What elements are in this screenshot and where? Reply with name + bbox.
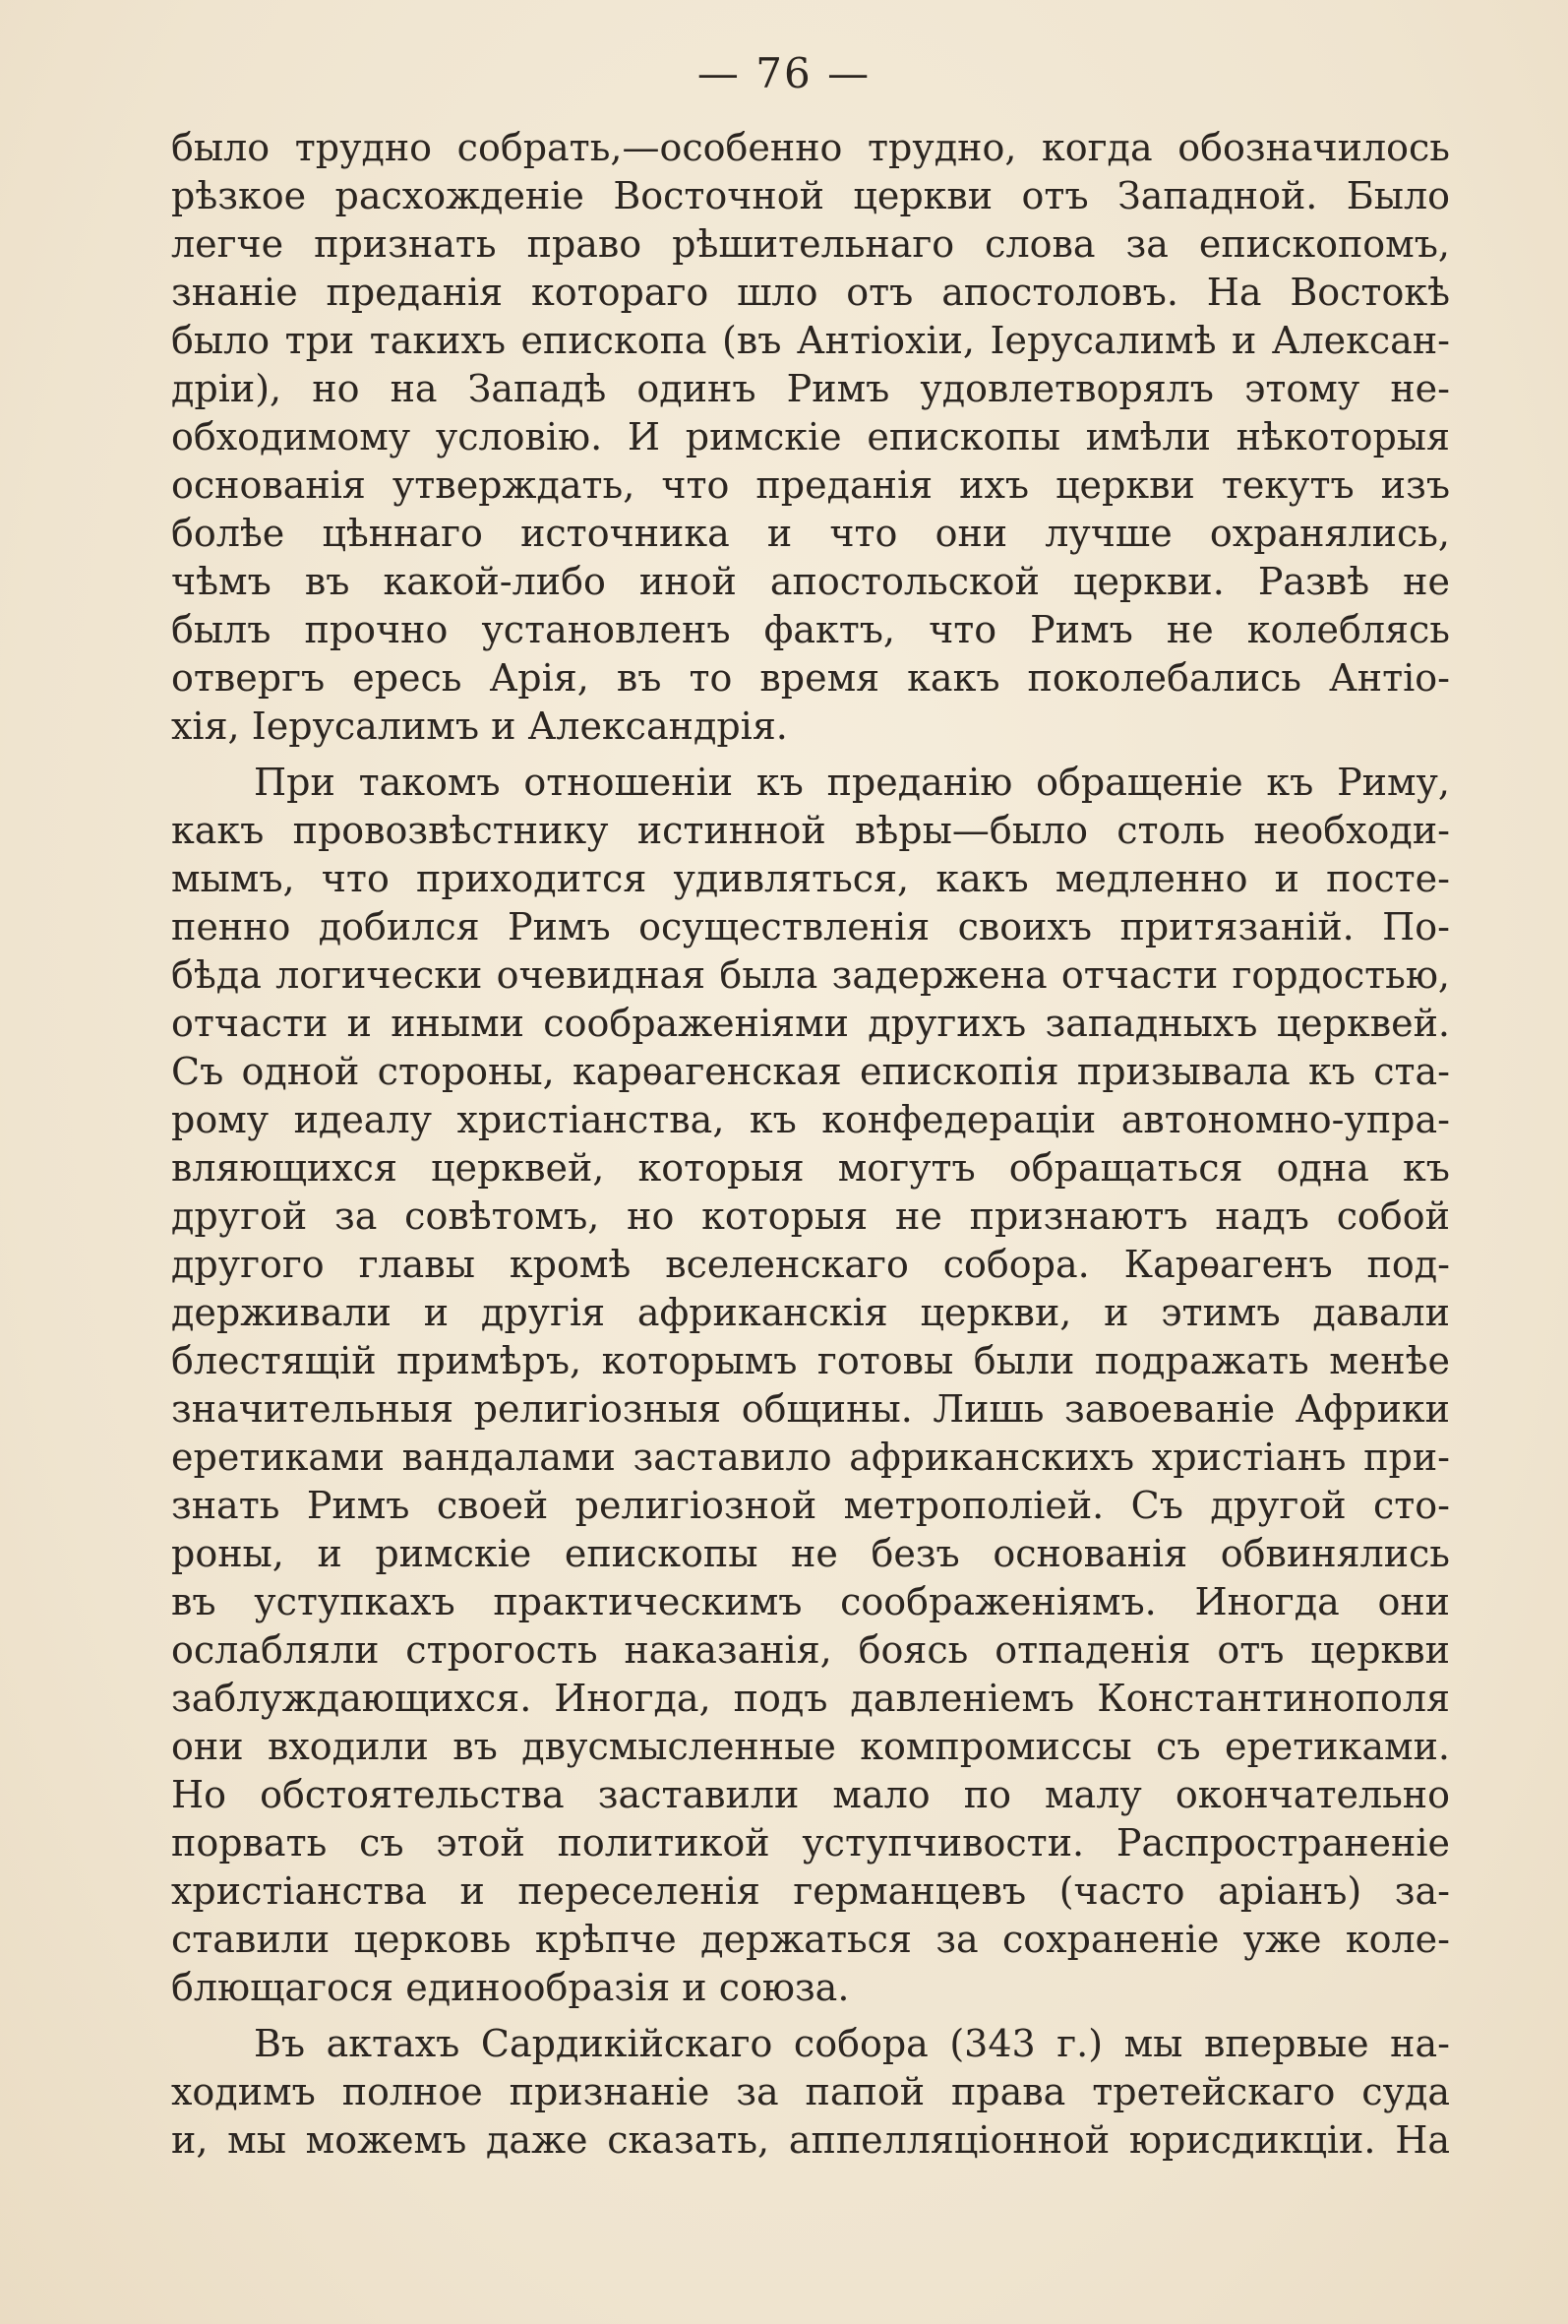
text-line: рому идеалу христіанства, къ конфедераціи автономно-упра-	[171, 1098, 1450, 1141]
text-line: другого главы кромѣ вселенскаго собора. Карѳагенъ под-	[171, 1243, 1450, 1286]
text-line: порвать съ этой политикой уступчивости. Распространеніе	[171, 1821, 1450, 1865]
text-line: какъ провозвѣстнику истинной вѣры—было столь необходи-	[171, 809, 1450, 852]
text-line: роны, и римскіе епископы не безъ основанія обвинялись	[171, 1532, 1450, 1575]
text-line: ходимъ полное признаніе за папой права третейскаго суда	[171, 2070, 1450, 2113]
paragraph-gap	[171, 751, 1450, 759]
text-line: вляющихся церквей, которыя могутъ обращаться одна къ	[171, 1146, 1450, 1190]
text-line: ставили церковь крѣпче держаться за сохраненіе уже коле-	[171, 1918, 1450, 1961]
text-line: чѣмъ въ какой-либо иной апостольской церкви. Развѣ не	[171, 560, 1450, 603]
text-line: Но обстоятельства заставили мало по малу окончательно	[171, 1773, 1450, 1816]
text-line: они входили въ двусмысленные компромиссы съ еретиками.	[171, 1725, 1450, 1768]
text-line: Въ актахъ Сардикійскаго собора (343 г.) мы впервые на-	[254, 2022, 1450, 2065]
text-line: ослабляли строгость наказанія, боясь отпаденія отъ церкви	[171, 1628, 1450, 1672]
text-line: еретиками вандалами заставило африканскихъ христіанъ при-	[171, 1436, 1450, 1479]
text-line: легче признать право рѣшительнаго слова за епископомъ,	[171, 222, 1450, 266]
text-line: блющагося единообразія и союза.	[171, 1966, 850, 2009]
paragraph-gap	[171, 2012, 1450, 2020]
text-line: христіанства и переселенія германцевъ (часто аріанъ) за-	[171, 1869, 1450, 1913]
page-number: — 76 —	[696, 49, 872, 97]
text-line: При такомъ отношеніи къ преданію обращеніе къ Риму,	[254, 761, 1450, 804]
text-line: значительныя религіозныя общины. Лишь завоеваніе Африки	[171, 1387, 1450, 1431]
text-line: заблуждающихся. Иногда, подъ давленіемъ Константинополя	[171, 1677, 1450, 1720]
text-line: основанія утверждать, что преданія ихъ церкви текутъ изъ	[171, 463, 1450, 507]
text-line: рѣзкое расхожденіе Восточной церкви отъ Западной. Было	[171, 174, 1450, 217]
text-line: отвергъ ересь Арія, въ то время какъ поколебались Антіо-	[171, 656, 1450, 700]
paragraph-1	[171, 124, 1450, 751]
text-line: знаніе преданія котораго шло отъ апостоловъ. На Востокѣ	[171, 271, 1450, 314]
text-line: держивали и другія африканскія церкви, и этимъ давали	[171, 1291, 1450, 1334]
text-line: другой за совѣтомъ, но которыя не признаютъ надъ собой	[171, 1194, 1450, 1238]
text-line: былъ прочно установленъ фактъ, что Римъ не колеблясь	[171, 608, 1450, 651]
paragraph-2	[171, 759, 1450, 2012]
text-line: мымъ, что приходится удивляться, какъ медленно и посте-	[171, 857, 1450, 900]
text-line: блестящій примѣръ, которымъ готовы были подражать менѣе	[171, 1339, 1450, 1382]
paragraph-3	[171, 2020, 1450, 2165]
text-line: и, мы можемъ даже сказать, аппелляціонной юрисдикціи. На	[171, 2118, 1450, 2162]
text-line: болѣе цѣннаго источника и что они лучше охранялись,	[171, 512, 1450, 555]
text-line: пенно добился Римъ осуществленія своихъ притязаній. По-	[171, 905, 1450, 948]
text-line: Съ одной стороны, карѳагенская епископія призывала къ ста-	[171, 1050, 1450, 1093]
text-line: дріи), но на Западѣ одинъ Римъ удовлетворялъ этому не-	[171, 367, 1450, 410]
text-line: знать Римъ своей религіозной метрополіей. Съ другой сто-	[171, 1484, 1450, 1527]
text-line: было три такихъ епископа (въ Антіохіи, Іерусалимѣ и Алексан-	[171, 319, 1450, 362]
text-line: было трудно собрать,—особенно трудно, когда обозначилось	[171, 126, 1450, 169]
text-line: обходимому условію. И римскіе епископы имѣли нѣкоторыя	[171, 415, 1450, 459]
text-line: въ уступкахъ практическимъ соображеніямъ. Иногда они	[171, 1580, 1450, 1623]
body-text	[171, 124, 1450, 2165]
text-line: отчасти и иными соображеніями другихъ западныхъ церквей.	[171, 1002, 1450, 1045]
text-line: бѣда логически очевидная была задержена отчасти гордостью,	[171, 953, 1450, 997]
text-line: хія, Іерусалимъ и Александрія.	[171, 704, 788, 748]
